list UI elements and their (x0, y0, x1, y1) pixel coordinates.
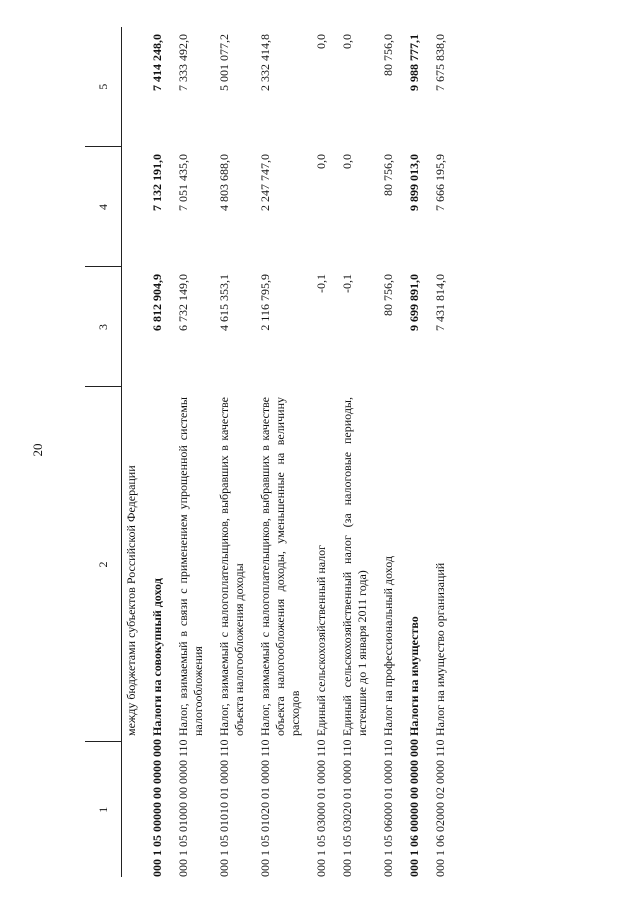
continuation-cell-3 (122, 267, 146, 387)
row-name: Единый сельскохозяйственный налог (314, 544, 328, 736)
table-row (212, 27, 253, 877)
continuation-cell-5 (122, 27, 146, 147)
row-name: Налоги на имущество (407, 616, 421, 736)
row-code: 000 1 06 00000 00 0000 000 (407, 739, 421, 877)
row-name: Налоги на совокупный доход (150, 578, 164, 736)
row-value-col4: 9 899 013,0 (407, 154, 421, 211)
table-row (402, 27, 428, 877)
row-name: Единый сельскохозяйственный налог (за налоговые периоды, истекшие до 1 января 2011 года) (340, 397, 369, 736)
row-value-col3: 9 699 891,0 (407, 274, 421, 331)
page-number: 20 (30, 443, 45, 457)
row-value-col3: -0,1 (314, 274, 328, 293)
row-value-col5: 7 675 838,0 (433, 34, 447, 91)
row-value-col5: 7 333 492,0 (176, 34, 190, 91)
header-row (85, 27, 122, 877)
row-value-col5: 9 988 777,1 (407, 34, 421, 91)
row-name: Налог на профессиональный доход (381, 556, 395, 736)
table-row (309, 27, 335, 877)
row-code: 000 1 05 00000 00 0000 000 (150, 739, 164, 877)
continuation-text: между бюджетами субъектов Российской Федерации (124, 465, 138, 736)
row-code: 000 1 05 03020 01 0000 110 (340, 739, 354, 877)
row-code: 000 1 05 01020 01 0000 110 (258, 739, 272, 877)
continuation-cell-4 (122, 147, 146, 267)
row-value-col4: 4 803 688,0 (217, 154, 231, 211)
row-name: Налог, взимаемый с налогоплательщиков, выбравших в качестве объекта налогообложения доходы, уменьшенные на величину расходов (258, 397, 302, 736)
row-value-col5: 7 414 248,0 (150, 34, 164, 91)
budget-table (85, 27, 454, 877)
table-row (335, 27, 376, 877)
column-header-5: 5 (85, 27, 122, 147)
row-value-col4: 2 247 747,0 (258, 154, 272, 211)
row-value-col4: 0,0 (314, 154, 328, 169)
column-header-3: 3 (85, 267, 122, 387)
row-value-col3: 6 812 904,9 (150, 274, 164, 331)
row-value-col4: 7 666 195,9 (433, 154, 447, 211)
column-header-4: 4 (85, 147, 122, 267)
row-value-col3: 2 116 795,9 (258, 274, 272, 331)
table-row (428, 27, 454, 877)
row-value-col4: 0,0 (340, 154, 354, 169)
row-value-col5: 0,0 (314, 34, 328, 49)
row-value-col3: -0,1 (340, 274, 354, 293)
row-value-col5: 5 001 077,2 (217, 34, 231, 91)
row-code: 000 1 06 02000 02 0000 110 (433, 739, 447, 877)
row-value-col3: 80 756,0 (381, 274, 395, 316)
row-name: Налог на имущество организаций (433, 562, 447, 736)
row-name: Налог, взимаемый с налогоплательщиков, выбравших в качестве объекта налогообложения доходы (217, 397, 246, 736)
row-code: 000 1 05 01010 01 0000 110 (217, 739, 231, 877)
column-header-2: 2 (85, 387, 122, 742)
row-code: 000 1 05 06000 01 0000 110 (381, 739, 395, 877)
continuation-row (122, 27, 146, 877)
row-value-col3: 4 615 353,1 (217, 274, 231, 331)
row-value-col5: 0,0 (340, 34, 354, 49)
row-value-col3: 6 732 149,0 (176, 274, 190, 331)
row-value-col4: 7 051 435,0 (176, 154, 190, 211)
row-value-col4: 7 132 191,0 (150, 154, 164, 211)
row-code: 000 1 05 03000 01 0000 110 (314, 739, 328, 877)
table-row (376, 27, 402, 877)
row-value-col5: 2 332 414,8 (258, 34, 272, 91)
row-value-col4: 80 756,0 (381, 154, 395, 196)
table-row (253, 27, 309, 877)
row-value-col5: 80 756,0 (381, 34, 395, 76)
row-value-col3: 7 431 814,0 (433, 274, 447, 331)
row-code: 000 1 05 01000 00 0000 110 (176, 739, 190, 877)
table-row (145, 27, 171, 877)
row-name: Налог, взимаемый в связи с применением упрощенной системы налогообложения (176, 397, 205, 736)
column-header-1: 1 (95, 806, 110, 813)
continuation-code-cell (122, 742, 146, 877)
table-row (171, 27, 212, 877)
